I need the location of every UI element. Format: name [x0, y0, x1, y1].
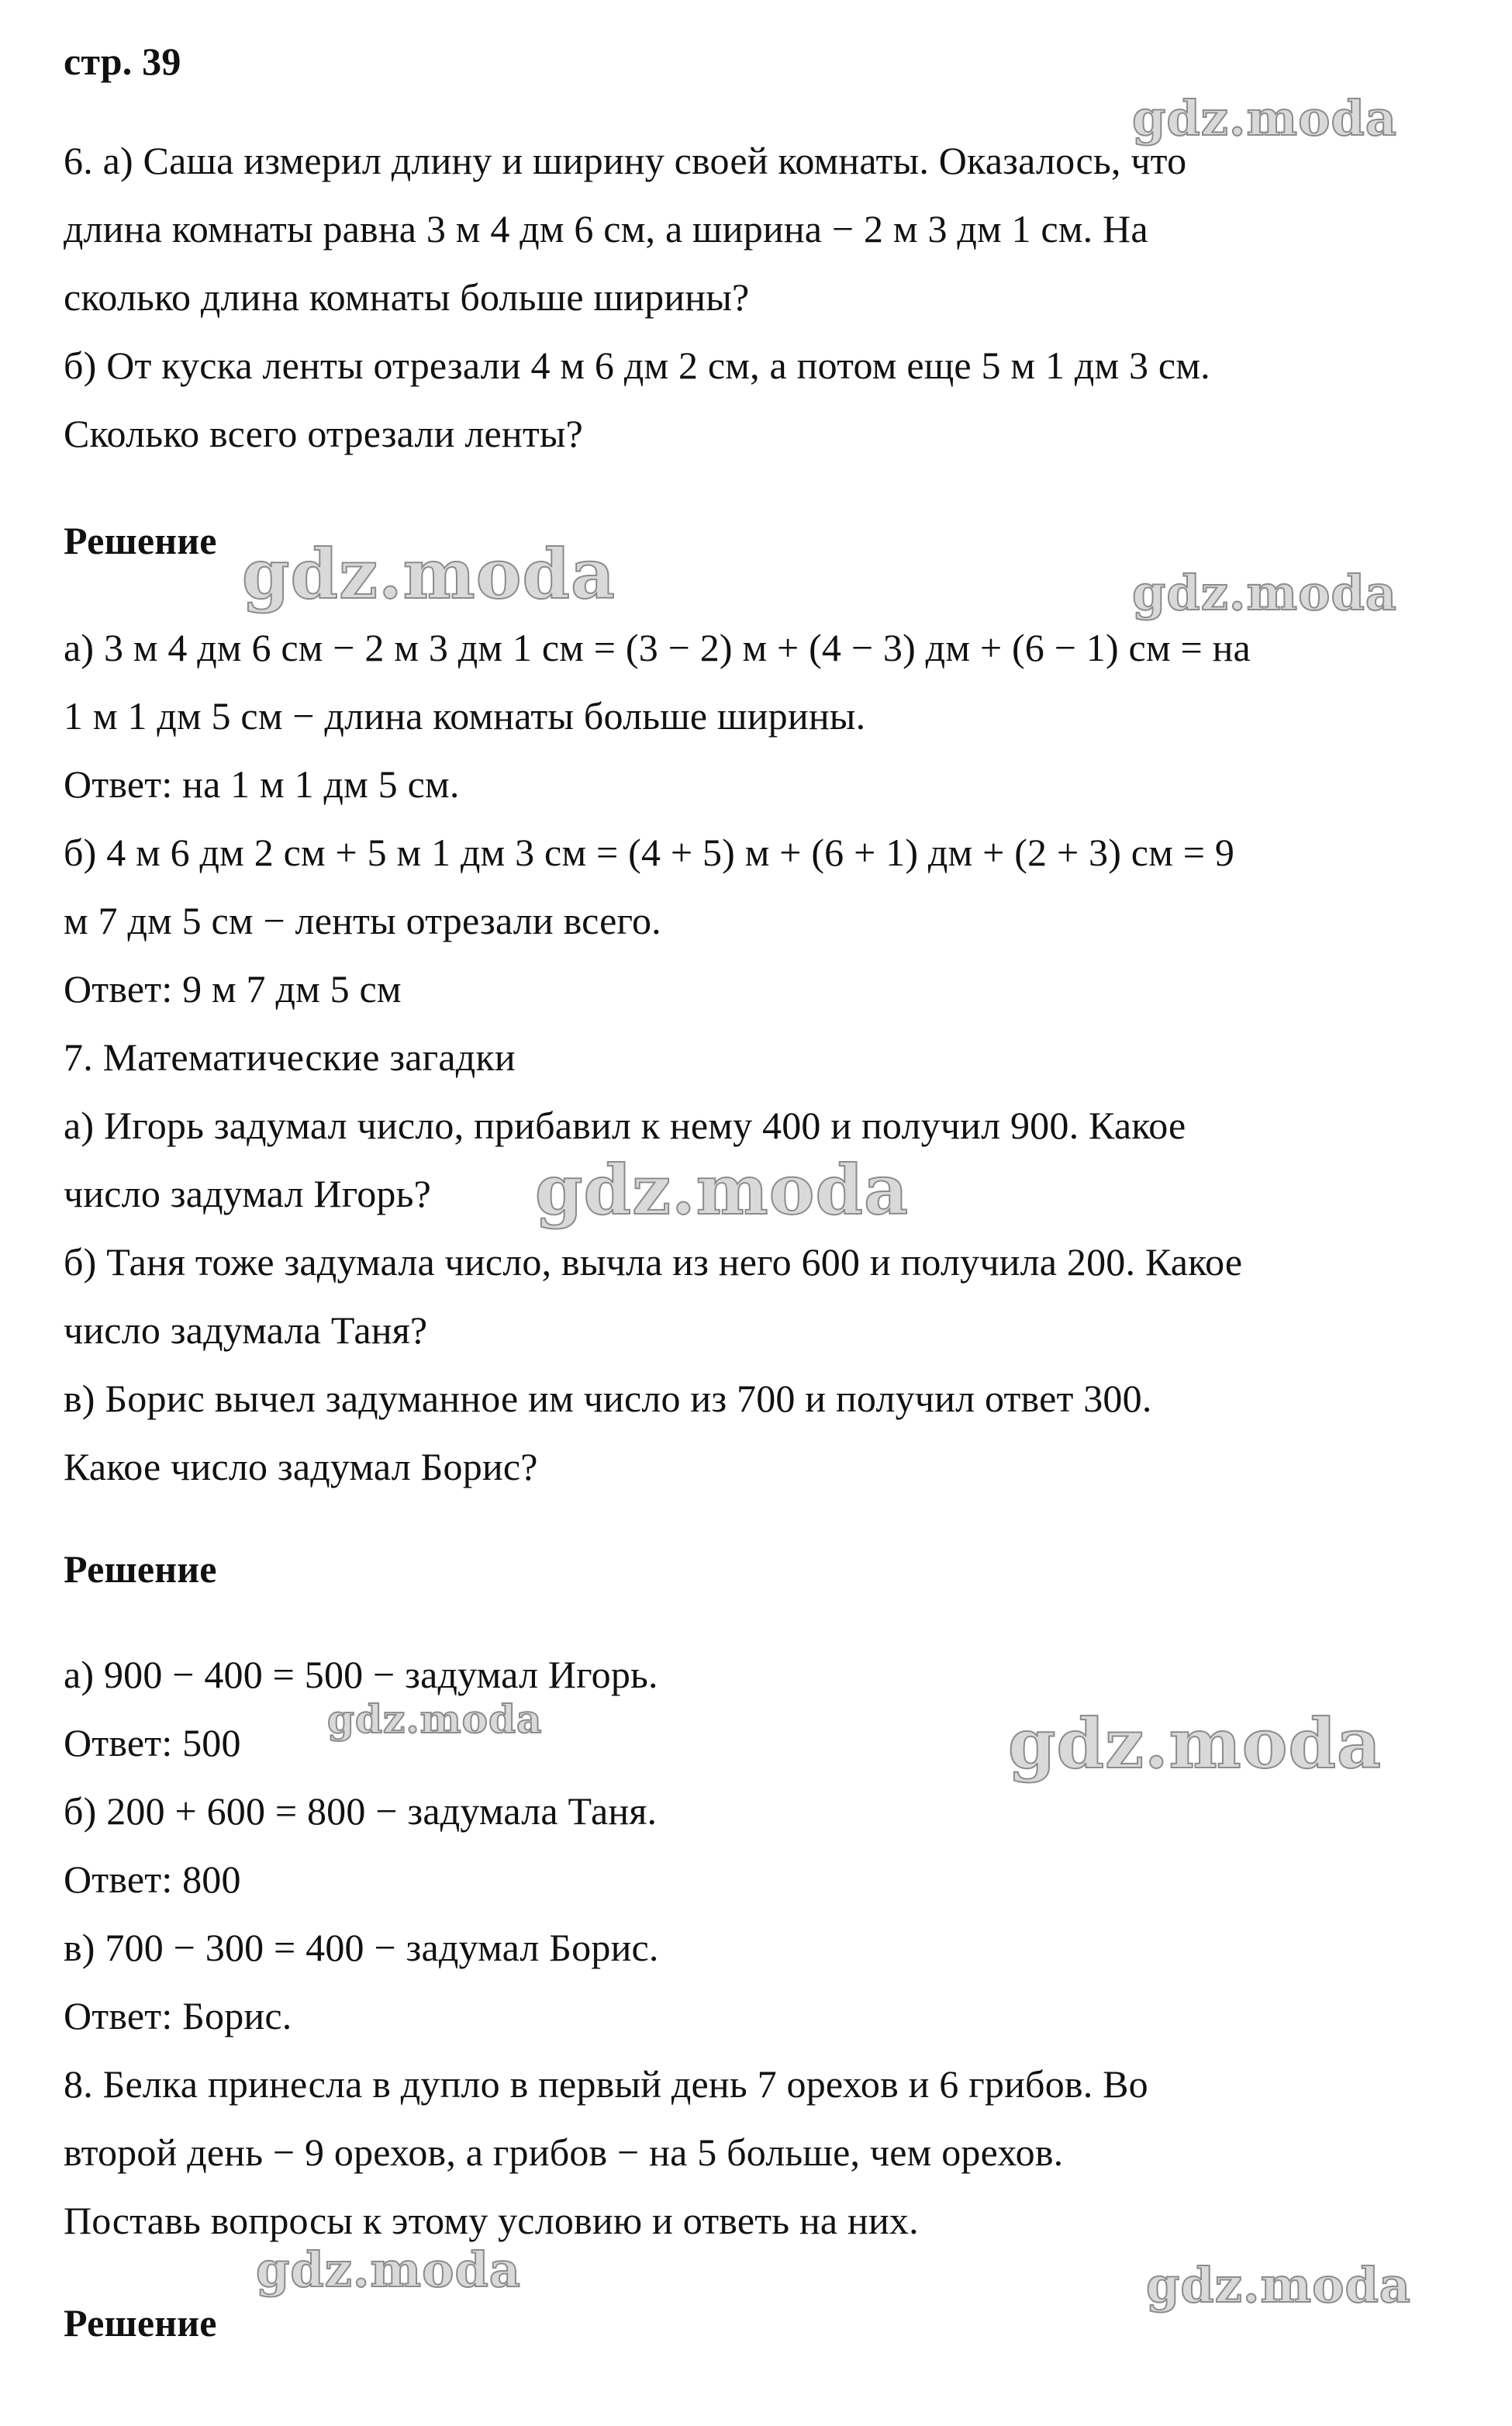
task7-line-4: б) Таня тоже задумала число, вычла из него 600 и получила 200. Какое [64, 1240, 1243, 1284]
watermark-logo: gdz.moda [1008, 1703, 1383, 1784]
task6-line-1: 6. а) Саша измерил длину и ширину своей комнаты. Оказалось, что [64, 139, 1187, 182]
task6-line-5: Сколько всего отрезали ленты? [64, 412, 584, 455]
task6-solution-heading: Решение [64, 519, 217, 562]
task7-solution-heading: Решение [64, 1547, 217, 1591]
task6-solution-line-4: б) 4 м 6 дм 2 см + 5 м 1 дм 3 см = (4 + 5) м + (6 + 1) дм + (2 + 3) см = 9 [64, 831, 1235, 874]
watermark-logo: gdz.moda [1132, 90, 1397, 147]
watermark-logo: gdz.moda [1146, 2257, 1411, 2314]
task7-solution-line-5: в) 700 − 300 = 400 − задумал Борис. [64, 1926, 659, 1969]
task6-solution-line-2: 1 м 1 дм 5 см − длина комнаты больше ширины. [64, 694, 866, 738]
task6-line-3: сколько длина комнаты больше ширины? [64, 275, 750, 319]
watermark-logo: gdz.moda [242, 534, 616, 614]
page-header: стр. 39 [64, 40, 181, 83]
watermark-logo: gdz.moda [535, 1149, 910, 1230]
task8-line-2: второй день − 9 орехов, а грибов − на 5 больше, чем орехов. [64, 2131, 1064, 2174]
task7-line-1: 7. Математические загадки [64, 1035, 516, 1079]
task6-solution-line-1: а) 3 м 4 дм 6 см − 2 м 3 дм 1 см = (3 − 2) м + (4 − 3) дм + (6 − 1) см = на [64, 626, 1251, 669]
task7-line-3: число задумал Игорь? [64, 1172, 432, 1215]
task7-solution-line-3: б) 200 + 600 = 800 − задумала Таня. [64, 1789, 658, 1833]
task7-line-2: а) Игорь задумал число, прибавил к нему 400 и получил 900. Какое [64, 1104, 1186, 1147]
task7-solution-line-6: Ответ: Борис. [64, 1994, 292, 2037]
task6-solution-line-5: м 7 дм 5 см − ленты отрезали всего. [64, 899, 661, 942]
task6-solution-line-6: Ответ: 9 м 7 дм 5 см [64, 967, 402, 1011]
task6-solution-line-3: Ответ: на 1 м 1 дм 5 см. [64, 762, 460, 806]
task7-line-6: в) Борис вычел задуманное им число из 700 и получил ответ 300. [64, 1377, 1152, 1420]
task7-line-5: число задумала Таня? [64, 1308, 428, 1352]
task6-line-2: длина комнаты равна 3 м 4 дм 6 см, а ширина − 2 м 3 дм 1 см. На [64, 207, 1148, 251]
task7-line-7: Какое число задумал Борис? [64, 1445, 538, 1488]
watermark-logo: gdz.moda [327, 1696, 543, 1742]
task8-line-1: 8. Белка принесла в дупло в первый день 7 орехов и 6 грибов. Во [64, 2062, 1148, 2106]
task7-solution-line-4: Ответ: 800 [64, 1858, 241, 1901]
watermark-logo: gdz.moda [256, 2241, 521, 2298]
task7-solution-line-2: Ответ: 500 [64, 1721, 241, 1764]
task6-line-4: б) От куска ленты отрезали 4 м 6 дм 2 см, а потом еще 5 м 1 дм 3 см. [64, 344, 1210, 387]
task8-solution-heading: Решение [64, 2301, 217, 2345]
task7-solution-line-1: а) 900 − 400 = 500 − задумал Игорь. [64, 1653, 658, 1696]
watermark-logo: gdz.moda [1132, 565, 1397, 621]
task8-line-3: Поставь вопросы к этому условию и ответь на них. [64, 2199, 919, 2242]
